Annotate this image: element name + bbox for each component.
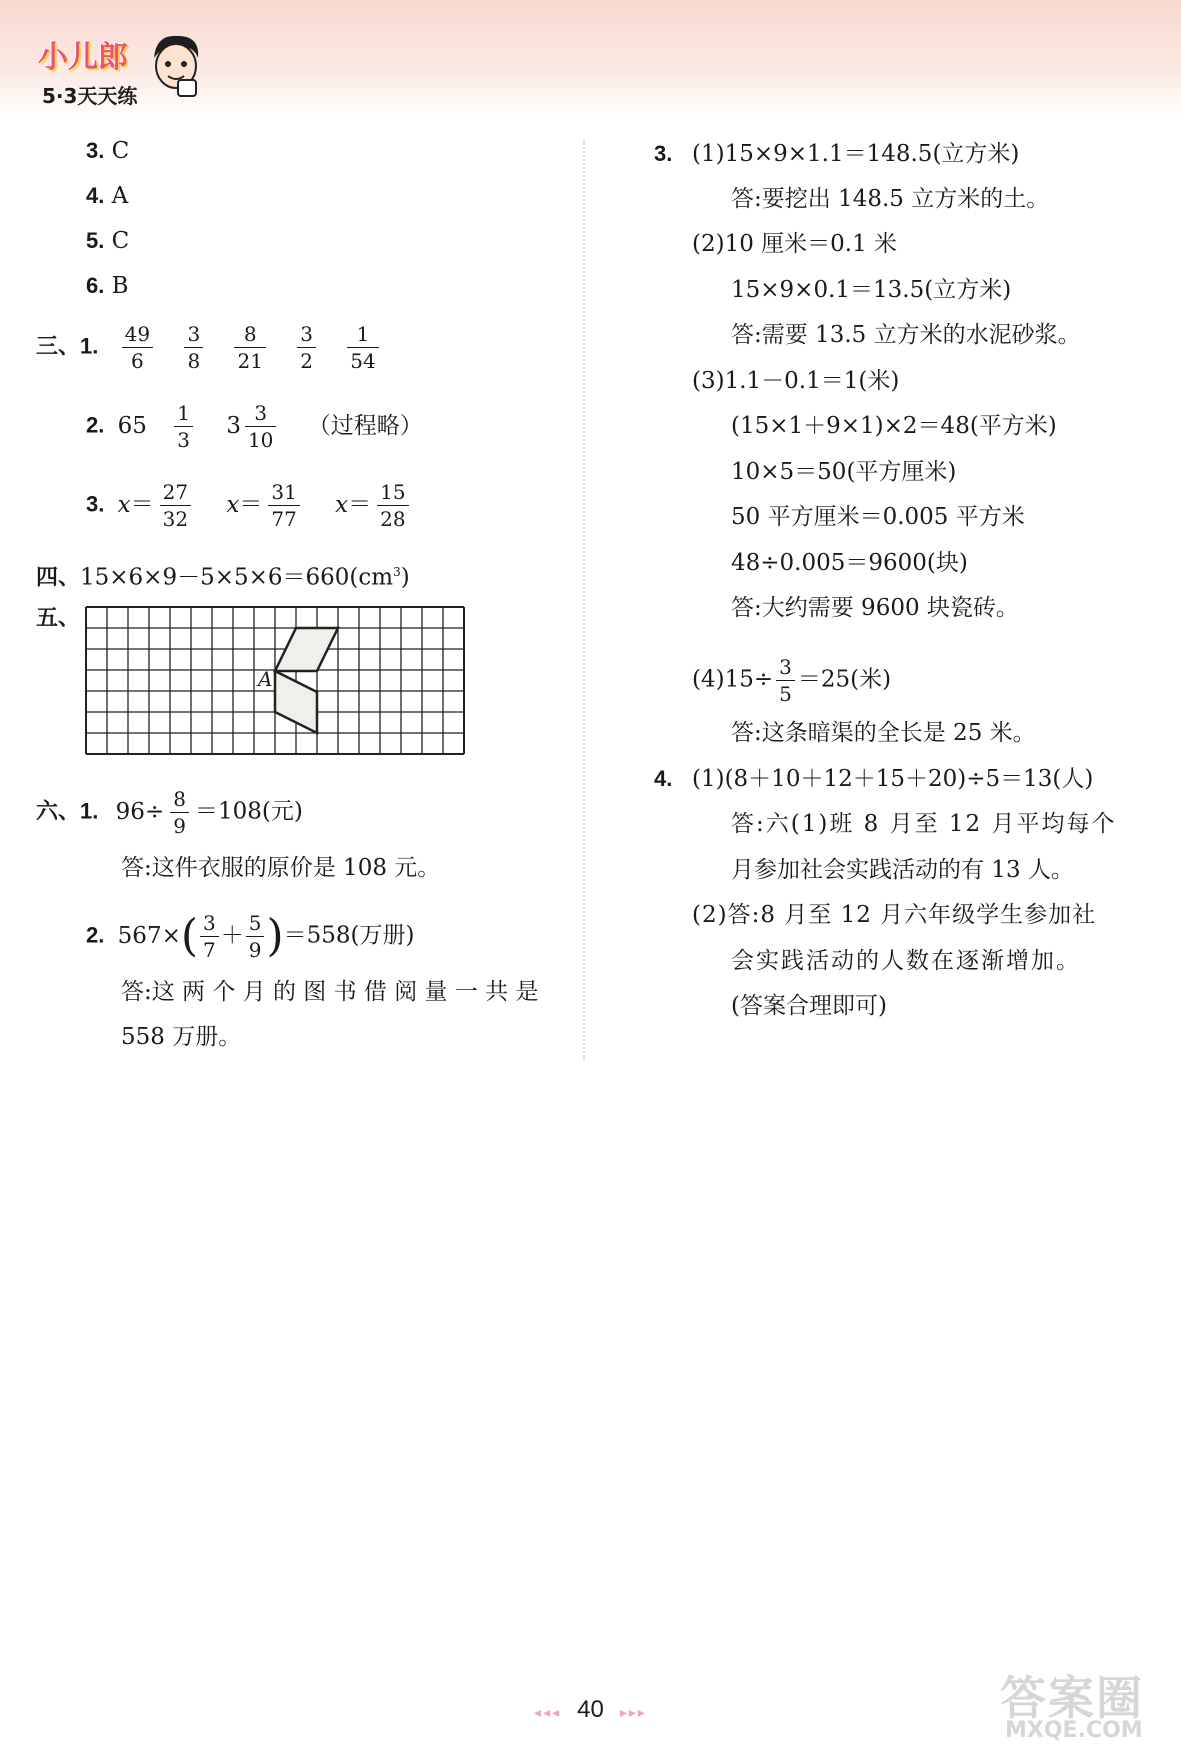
watermark-logo: 答案圈 xyxy=(1000,1671,1144,1725)
page-number: ◂◂◂ 40 ▸▸▸ xyxy=(534,1696,647,1723)
q3-line: 48÷0.005＝9600(块) xyxy=(731,550,968,576)
q3-part4-answer: 答:这条暗渠的全长是 25 米。 xyxy=(731,720,1036,746)
choice-item: 5. C xyxy=(86,228,130,254)
fraction: $\frac{3}{2}$ xyxy=(297,323,316,372)
section-5-label: 五、 xyxy=(36,605,81,630)
fraction: $\frac{3}{7}$ xyxy=(200,912,219,961)
section-6-q2-answer-line2: 558 万册。 xyxy=(121,1024,242,1050)
left-arrows-icon: ◂◂◂ xyxy=(534,1704,562,1720)
q4-line: 会实践活动的人数在逐渐增加。 xyxy=(731,948,1081,974)
fraction: $\frac{1}{54}$ xyxy=(347,323,378,372)
q3-line: 答:大约需要 9600 块瓷砖。 xyxy=(731,595,1019,621)
q3-line: (15×1＋9×1)×2＝48(平方米) xyxy=(731,413,1057,439)
q3-line: (3)1.1－0.1＝1(米) xyxy=(692,368,900,394)
q3-line: 答:要挖出 148.5 立方米的土。 xyxy=(731,186,1050,212)
q3-line: 10×5＝50(平方厘米) xyxy=(731,459,957,485)
q3-line: (1)15×9×1.1＝148.5(立方米) xyxy=(692,141,1020,167)
section-6-q1-answer: 答:这件衣服的原价是 108 元。 xyxy=(121,855,441,881)
section-4: 四、$15\times 6\times 9-5\times 5\times 6=660(cm^3)$ xyxy=(36,564,410,591)
q3-line: 答:需要 13.5 立方米的水泥砂浆。 xyxy=(731,322,1081,348)
section-6-q2-answer-line1: 答:这 两 个 月 的 图 书 借 阅 量 一 共 是 xyxy=(121,979,539,1005)
section-3-q2: 2. 65 $\frac{1}{3}$ 3 $\frac{3}{10}$ （过程略） xyxy=(86,401,423,452)
q4-line: 答:六(1)班 8 月至 12 月平均每个 xyxy=(731,811,1117,837)
right-arrows-icon: ▸▸▸ xyxy=(619,1704,647,1720)
q3-line: (2)10 厘米＝0.1 米 xyxy=(692,231,898,257)
brand-series: 5·3天天练 xyxy=(42,84,138,108)
q4-line: (1)(8＋10＋12＋15＋20)÷5＝13(人) xyxy=(692,766,1094,792)
grid-figure xyxy=(84,604,472,756)
column-divider xyxy=(583,140,585,1060)
q4-line: (2)答:8 月至 12 月六年级学生参加社 xyxy=(692,902,1097,928)
point-a-label: A xyxy=(258,667,273,691)
fraction: $\frac{8}{9}$ xyxy=(170,788,189,837)
fraction: $\frac{3}{8}$ xyxy=(184,323,203,372)
q3-label: 3. xyxy=(654,141,673,166)
fraction: $\frac{1}{3}$ xyxy=(174,402,193,451)
fraction: $\frac{49}{6}$ xyxy=(122,323,153,372)
parallelogram-top xyxy=(275,628,338,671)
section-6-q2: 2. 567×( $\frac{3}{7}$ ＋ $\frac{5}{9}$ )＝558(万册) xyxy=(86,910,415,962)
q4-label: 4. xyxy=(654,766,673,791)
fraction: $\frac{27}{32}$ xyxy=(160,481,191,530)
fraction: $\frac{8}{21}$ xyxy=(234,323,265,372)
q4-line: 月参加社会实践活动的有 13 人。 xyxy=(731,857,1074,883)
q4-line: (答案合理即可) xyxy=(731,993,887,1019)
choice-item: 3. C xyxy=(86,138,130,164)
parallelogram-bottom xyxy=(275,671,317,733)
section-3-q3: 3. x＝ $\frac{27}{32}$ x＝ $\frac{31}{77}$ x＝ $\frac{15}{28}$ xyxy=(86,481,415,530)
q3-line: 15×9×0.1＝13.5(立方米) xyxy=(731,277,1012,303)
choice-item: 4. A xyxy=(86,183,129,209)
fraction: $\frac{3}{10}$ xyxy=(245,402,276,451)
section-3-q1: 三、1. $\frac{49}{6}$ $\frac{3}{8}$ $\frac{8}{21}$ $\frac{3}{2}$ $\frac{1}{54}$ xyxy=(36,323,385,372)
watermark-url: MXQE.COM xyxy=(1005,1718,1143,1743)
fraction: $\frac{5}{9}$ xyxy=(246,912,265,961)
q3-part4: (4)15÷ $\frac{3}{5}$ ＝25(米) xyxy=(692,655,892,706)
fraction: $\frac{15}{28}$ xyxy=(377,481,408,530)
brand-logo xyxy=(30,28,210,118)
fraction: $\frac{31}{77}$ xyxy=(268,481,299,530)
q3-line: 50 平方厘米＝0.005 平方米 xyxy=(731,504,1025,530)
boy-mascot-icon xyxy=(148,32,204,102)
choice-item: 6. B xyxy=(86,273,129,299)
section-6-q1: 六、1. 96÷ $\frac{8}{9}$ ＝108(元) xyxy=(36,787,303,838)
fraction: $\frac{3}{5}$ xyxy=(776,656,795,705)
brand-name: 小儿郎 xyxy=(38,40,128,75)
